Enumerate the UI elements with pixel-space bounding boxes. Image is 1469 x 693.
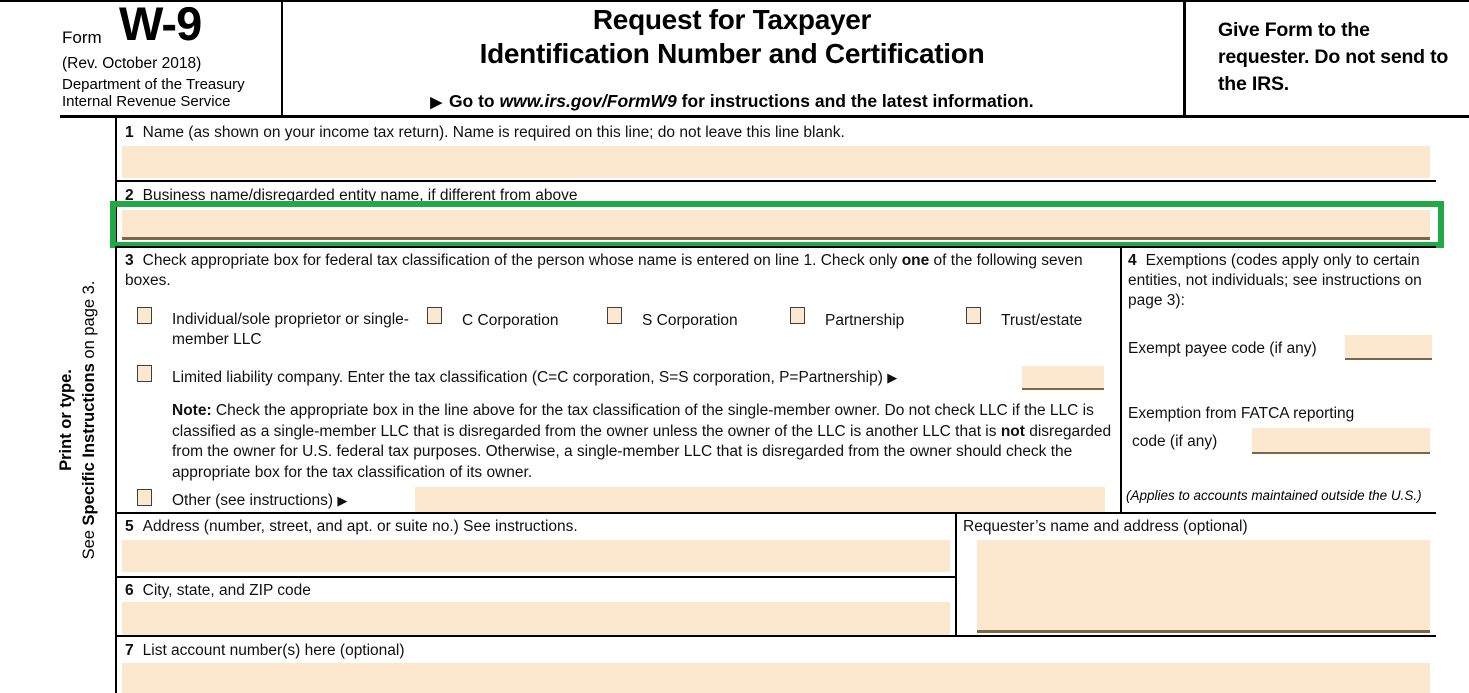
- exempt-payee-label: Exempt payee code (if any): [1128, 340, 1317, 357]
- goto-instructions-line: ▶ Go to www.irs.gov/FormW9 for instructions and the latest information.: [430, 91, 1034, 111]
- requester-divider: [955, 512, 957, 635]
- account-numbers-input[interactable]: [122, 663, 1430, 693]
- row-divider-2: [115, 246, 1436, 248]
- requester-name-address-input[interactable]: [977, 540, 1430, 633]
- form-title-line2: Identification Number and Certification: [479, 38, 985, 69]
- arrow-right-icon: ▶: [337, 493, 348, 508]
- applies-note: (Applies to accounts maintained outside the U.S.): [1126, 488, 1422, 503]
- section-divider-3-4: [1120, 247, 1122, 513]
- label-c-corporation: C Corporation: [462, 312, 559, 329]
- form-word-label: Form: [62, 28, 102, 47]
- sidebar-line1: Print or type.: [57, 369, 75, 471]
- arrow-right-icon: ▶: [430, 94, 442, 111]
- checkbox-individual[interactable]: [137, 307, 152, 324]
- checkbox-other[interactable]: [137, 489, 152, 506]
- form-title-line1: Request for Taxpayer: [592, 4, 872, 35]
- header-bottom-border: [60, 115, 1469, 118]
- sidebar-print-or-type: [55, 185, 109, 655]
- llc-note: Note: Check the appropriate box in the line above for the tax classification of the single-member owner. Do not check LLC if the LLC is classified as a single-member LLC that is disregarded from the owner unless the owner of the LLC is another LLC that is not disregarded from the owner for U.S. federal tax purposes. Otherwise, a single-member LLC that is disregarded from the owner should check the appropriate box for the tax classification of its owner.: [172, 402, 1112, 481]
- department-label: Department of the Treasury: [62, 76, 245, 93]
- row-divider-3: [115, 512, 1436, 514]
- row-divider-4: [115, 635, 1436, 637]
- line1-label: 1 Name (as shown on your income tax return). Name is required on this line; do not leave this line blank.: [125, 124, 845, 141]
- form-number-title: W-9: [119, 0, 202, 50]
- checkbox-partnership[interactable]: [790, 307, 805, 324]
- label-partnership: Partnership: [825, 312, 905, 329]
- header-divider-right: [1183, 0, 1186, 117]
- label-trust-estate: Trust/estate: [1001, 312, 1083, 329]
- fatca-label-line1: Exemption from FATCA reporting: [1128, 405, 1355, 422]
- line2-label: 2 Business name/disregarded entity name, if different from above: [125, 187, 578, 204]
- label-llc: Limited liability company. Enter the tax classification (C=C corporation, S=S corporation, P=Partnership) ▶: [172, 369, 898, 386]
- give-form-notice: Give Form to the requester. Do not send to the IRS.: [1218, 19, 1449, 95]
- checkbox-s-corporation[interactable]: [607, 307, 622, 324]
- fatca-code-input[interactable]: [1252, 428, 1430, 454]
- row-divider-5-6: [115, 576, 955, 578]
- label-other: Other (see instructions) ▶: [172, 492, 348, 509]
- line7-label: 7 List account number(s) here (optional): [125, 642, 405, 659]
- requester-label: Requester’s name and address (optional): [963, 518, 1248, 535]
- exempt-payee-input[interactable]: [1345, 335, 1432, 360]
- line4-label: 4 Exemptions (codes apply only to certain entities, not individuals; see instructions on page 3):: [1128, 252, 1422, 309]
- sidebar-line2: See Specific Instructions on page 3.: [80, 280, 98, 560]
- name-input[interactable]: [122, 146, 1430, 178]
- checkbox-trust-estate[interactable]: [966, 307, 981, 324]
- page-top-border: [0, 0, 1469, 2]
- line3-label: 3 Check appropriate box for federal tax classification of the person whose name is entered on line 1. Check only one of the following seven boxes.: [125, 252, 1083, 289]
- city-state-zip-input[interactable]: [122, 602, 950, 635]
- arrow-right-icon: ▶: [887, 370, 898, 385]
- line5-label: 5 Address (number, street, and apt. or suite no.) See instructions.: [125, 518, 578, 535]
- revision-label: (Rev. October 2018): [62, 55, 202, 72]
- checkbox-c-corporation[interactable]: [427, 307, 442, 324]
- label-s-corporation: S Corporation: [642, 312, 738, 329]
- row-divider-1: [115, 180, 1436, 182]
- checkbox-llc[interactable]: [137, 365, 152, 382]
- address-input[interactable]: [122, 540, 950, 572]
- fatca-label-line2: code (if any): [1132, 433, 1218, 450]
- irs-url-link[interactable]: www.irs.gov/FormW9: [499, 91, 677, 111]
- other-input[interactable]: [415, 487, 1105, 514]
- line6-label: 6 City, state, and ZIP code: [125, 582, 311, 599]
- agency-label: Internal Revenue Service: [62, 93, 231, 110]
- highlight-box: [110, 201, 1444, 248]
- llc-classification-input[interactable]: [1022, 366, 1104, 390]
- label-individual: Individual/sole proprietor or single-member LLC: [172, 311, 409, 348]
